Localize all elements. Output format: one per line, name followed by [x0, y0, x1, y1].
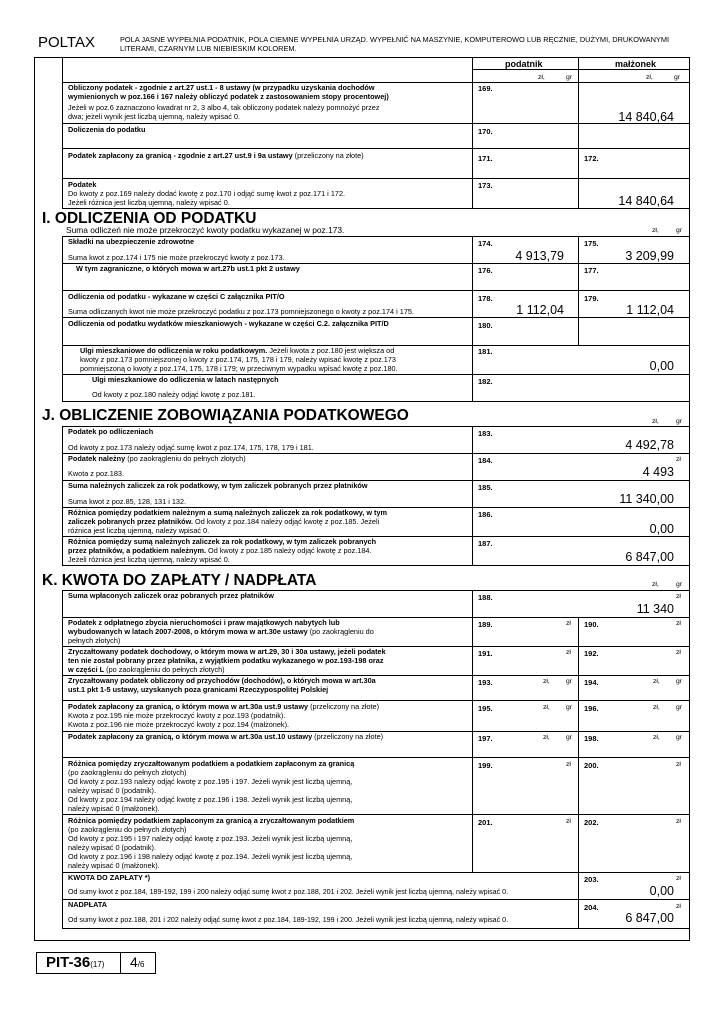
grid-hline — [62, 290, 689, 291]
grid-hline — [62, 426, 689, 427]
unit-zl: zł — [676, 818, 681, 825]
r169-label-1: Obliczony podatek - zgodnie z art.27 ust.1 - 8 ustawy (w przypadku uzyskania dochodów — [68, 83, 375, 92]
r178-note: Suma odliczanych kwot nie może przekroczyć podatku z poz.173 pomniejszonego o kwoty z poz.174 i 175. — [68, 307, 414, 316]
pos-193: 193. — [478, 678, 493, 687]
grid-hline — [472, 69, 689, 70]
r174-note: Suma kwot z poz.174 i 175 nie może przekroczyć kwoty z poz.173. — [68, 253, 285, 262]
pos-203: 203. — [584, 875, 599, 884]
r201-note-1: Od kwoty z poz.195 i 197 należy odjąć kwotę z poz.193. Jeżeli wynik jest liczbą ujemną, — [68, 834, 353, 843]
r195-label-1: Podatek zapłacony za granicą, o którym mowa w art.30a ust.9 ustawy (przeliczony na złote) — [68, 702, 380, 711]
r180-label: Odliczenia od podatku wydatków mieszkaniowych - wykazane w części C.2. załącznika PIT/D — [68, 319, 389, 328]
grid-vline — [578, 617, 579, 928]
pos-197: 197. — [478, 734, 493, 743]
pos-172: 172. — [584, 154, 599, 163]
field-175[interactable]: 3 209,99 — [625, 249, 674, 263]
r191-label-2: ten nie został pobrany przez płatnika, z wyjątkiem podatku wykazanego w poz.193-198 oraz — [68, 656, 384, 665]
grid-vline — [689, 57, 690, 941]
r203-note: Od sumy kwot z poz.184, 189-192, 199 i 200 należy odjąć sumę kwot z poz.188, 201 i 202. Jeżeli wynik jest liczbą ujemną, należy wpisać 0. — [68, 888, 509, 896]
r195-note-2: Kwota z poz.196 nie może przekroczyć kwoty z poz.194 (małżonek). — [68, 720, 290, 729]
r169-note-2: dwa; jeżeli wynik jest liczbą ujemną, należy wpisać 0. — [68, 112, 240, 121]
unit-zl: zł, — [652, 227, 659, 234]
pos-189: 189. — [478, 620, 493, 629]
pos-183: 183. — [478, 429, 493, 438]
unit-gr: gr — [676, 678, 683, 685]
unit-zl: zł, — [653, 734, 660, 741]
r181-label-1: Ulgi mieszkaniowe do odliczenia w roku podatkowym. Jeżeli kwota z poz.180 jest większa od — [80, 346, 395, 355]
r195-note-1: Kwota z poz.195 nie może przekroczyć kwoty z poz.193 (podatnik). — [68, 711, 286, 720]
pos-192: 192. — [584, 649, 599, 658]
grid-vline — [578, 236, 579, 345]
pos-194: 194. — [584, 678, 599, 687]
r201-note-4: należy wpisać 0 (małżonek). — [68, 861, 160, 870]
r186-note: różnica jest liczbą ujemną, należy wpisać 0. — [68, 526, 210, 535]
field-178[interactable]: 1 112,04 — [516, 303, 564, 317]
unit-gr: gr — [676, 227, 683, 234]
r185-note: Suma kwot z poz.85, 128, 131 i 132. — [68, 497, 187, 506]
field-186[interactable]: 0,00 — [649, 522, 674, 536]
field-181[interactable]: 0,00 — [649, 359, 674, 373]
pos-188: 188. — [478, 593, 493, 602]
r173-label: Podatek — [68, 180, 97, 189]
r199-label-1: Różnica pomiędzy zryczałtowanym podatkiem a podatkiem zapłaconym za granicą — [68, 759, 355, 768]
pos-184: 184. — [478, 456, 493, 465]
r183-label: Podatek po odliczeniach — [68, 427, 154, 436]
col-taxpayer: podatnik — [505, 59, 543, 69]
grid-vline — [472, 57, 473, 208]
r182-label: Ulgi mieszkaniowe do odliczenia w latach następnych — [92, 375, 279, 384]
r182-note: Od kwoty z poz.180 należy odjąć kwotę z poz.181. — [92, 390, 256, 399]
pos-202: 202. — [584, 818, 599, 827]
r170-label: Doliczenia do podatku — [68, 125, 146, 134]
pos-185: 185. — [478, 483, 493, 492]
unit-zl: zł, — [653, 678, 660, 685]
page-number: 4/6 — [130, 954, 145, 970]
unit-gr: gr — [676, 734, 683, 741]
grid-hline — [62, 565, 689, 566]
r185-label: Suma należnych zaliczek za rok podatkowy, w tym zaliczek pobranych przez płatników — [68, 481, 368, 490]
unit-zl: zł — [676, 875, 681, 882]
unit-zl: zł — [676, 761, 681, 768]
field-169-spouse[interactable]: 14 840,64 — [618, 110, 674, 124]
grid-hline — [62, 208, 689, 209]
grid-hline — [62, 148, 689, 149]
r191-label-3: w części L (po zaokrągleniu do pełnych złotych) — [68, 665, 225, 674]
r203-label: KWOTA DO ZAPŁATY *) — [68, 873, 151, 882]
r187-note: Jeżeli różnica jest liczbą ujemną, należy wpisać 0. — [68, 555, 230, 564]
r184-note: Kwota z poz.183. — [68, 469, 124, 478]
pos-169: 169. — [478, 84, 493, 93]
r204-note: Od sumy kwot z poz.188, 201 i 202 należy odjąć sumę kwot z poz.184, 189-192, 199 i 200. Jeżeli wynik jest liczbą ujemną, należy wpisać 0. — [68, 916, 509, 924]
pos-195: 195. — [478, 704, 493, 713]
pos-187: 187. — [478, 539, 493, 548]
pos-182: 182. — [478, 377, 493, 386]
unit-zl: zł — [676, 593, 681, 600]
pos-171: 171. — [478, 154, 493, 163]
r187-label-2: przez płatników, a podatkiem należnym. Od kwoty z poz.185 należy odjąć kwotę z poz.184. — [68, 546, 372, 555]
unit-gr: gr — [676, 581, 683, 588]
field-203[interactable]: 0,00 — [649, 884, 674, 898]
unit-gr: gr — [566, 74, 573, 81]
section-k-title: K. KWOTA DO ZAPŁATY / NADPŁATA — [42, 572, 317, 589]
r199-note-2: należy wpisać 0 (podatnik). — [68, 786, 157, 795]
pos-199: 199. — [478, 761, 493, 770]
unit-zl: zł, — [543, 734, 550, 741]
pos-170: 170. — [478, 127, 493, 136]
field-183[interactable]: 4 492,78 — [625, 438, 674, 452]
grid-vline — [62, 236, 63, 401]
r181-label-2: kwoty z poz.173 pomniejszonej o kwoty z poz.174, 175, 178 i 179, należy wpisać kwotę z poz.173 — [80, 355, 396, 364]
field-204[interactable]: 6 847,00 — [625, 911, 674, 925]
unit-zl: zł, — [646, 74, 653, 81]
r201-label-1: Różnica pomiędzy podatkiem zapłaconym za granicą a zryczałtowanym podatkiem — [68, 816, 355, 825]
pos-204: 204. — [584, 903, 599, 912]
pos-180: 180. — [478, 321, 493, 330]
form-id: PIT-36(17) — [46, 954, 105, 971]
r199-label-2: (po zaokrągleniu do pełnych złotych) — [68, 768, 187, 777]
r199-note-4: należy wpisać 0 (małżonek). — [68, 804, 160, 813]
r183-note: Od kwoty z poz.173 należy odjąć sumę kwot z poz.174, 175, 178, 179 i 181. — [68, 443, 314, 452]
unit-zl: zł — [566, 818, 571, 825]
pos-200: 200. — [584, 761, 599, 770]
field-174[interactable]: 4 913,79 — [515, 249, 564, 263]
grid-vline — [62, 57, 63, 208]
grid-hline — [62, 928, 689, 929]
r169-note-1: Jeżeli w poz.6 zaznaczono kwadrat nr 2, 3 albo 4, tak obliczony podatek należy pomnożyć przez — [68, 103, 380, 112]
grid-hline — [62, 757, 689, 758]
form-id-divider — [120, 952, 121, 974]
grid-hline — [62, 899, 689, 900]
r191-label-1: Zryczałtowany podatek dochodowy, o którym mowa w art.29, 30 i 30a ustawy, jeżeli podatek — [68, 647, 386, 656]
pos-176: 176. — [478, 266, 493, 275]
r188-label: Suma wpłaconych zaliczek oraz pobranych przez płatników — [68, 591, 274, 600]
pos-174: 174. — [478, 239, 493, 248]
unit-gr: gr — [566, 678, 573, 685]
r178-label: Odliczenia od podatku - wykazane w części C załącznika PIT/O — [68, 292, 285, 301]
field-184[interactable]: 4 493 — [642, 465, 674, 479]
unit-zl: zł, — [652, 418, 659, 425]
unit-gr: gr — [566, 734, 573, 741]
unit-zl: zł — [566, 761, 571, 768]
pos-196: 196. — [584, 704, 599, 713]
col-spouse: małżonek — [615, 59, 657, 69]
field-179[interactable]: 1 112,04 — [626, 303, 674, 317]
poltax-brand: POLTAX — [38, 34, 95, 51]
r181-label-3: pomniejszoną o kwoty z poz.174, 175, 178 i 179; w przeciwnym wypadku wpisać kwotę z poz.180. — [80, 364, 398, 373]
field-173-spouse[interactable]: 14 840,64 — [618, 194, 674, 208]
pos-177: 177. — [584, 266, 599, 275]
pos-198: 198. — [584, 734, 599, 743]
grid-vline — [62, 590, 63, 928]
r176-label: W tym zagraniczne, o których mowa w art.27b ust.1 pkt 2 ustawy — [76, 264, 300, 273]
r201-label-2: (po zaokrągleniu do pełnych złotych) — [68, 825, 187, 834]
r193-label-1: Zryczałtowany podatek obliczony od przychodów (dochodów), o których mowa w art.30a — [68, 676, 376, 685]
r197-label: Podatek zapłacony za granicą, o którym mowa w art.30a ust.10 ustawy (przeliczony na złote) — [68, 732, 384, 741]
field-187[interactable]: 6 847,00 — [625, 550, 674, 564]
r187-label-1: Różnica pomiędzy sumą należnych zaliczek za rok podatkowy, w tym zaliczek pobranych — [68, 537, 377, 546]
r189-label-3: pełnych złotych) — [68, 636, 121, 645]
unit-zl: zł — [676, 649, 681, 656]
r193-label-2: ust.1 pkt 1-5 ustawy, uzyskanych poza granicami Rzeczypospolitej Polskiej — [68, 685, 329, 694]
grid-vline — [578, 57, 579, 208]
r201-note-2: należy wpisać 0 (podatnik). — [68, 843, 157, 852]
r174-label: Składki na ubezpieczenie zdrowotne — [68, 237, 195, 246]
r171-label: Podatek zapłacony za granicą - zgodnie z art.27 ust.9 i 9a ustawy (przeliczony na złote) — [68, 151, 364, 160]
section-j-title: J. OBLICZENIE ZOBOWIĄZANIA PODATKOWEGO — [42, 407, 409, 424]
grid-hline — [62, 872, 689, 873]
r186-label-2: zaliczek pobranych przez płatników. Od kwoty z poz.184 należy odjąć kwotę z poz.185. Jeżeli — [68, 517, 380, 526]
r173-note-2: Jeżeli różnica jest liczbą ujemną, należy wpisać 0. — [68, 198, 230, 207]
unit-zl: zł — [676, 620, 681, 627]
r184-label: Podatek należny (po zaokrągleniu do pełnych złotych) — [68, 454, 246, 463]
r173-note-1: Do kwoty z poz.169 należy dodać kwotę z poz.170 i odjąć sumę kwot z poz.171 i 172. — [68, 189, 346, 198]
grid-vline — [472, 82, 473, 83]
r201-note-3: Od kwoty z poz.196 i 198 należy odjąć kwotę z poz.194. Jeżeli wynik jest liczbą ujemną, — [68, 852, 353, 861]
r186-label-1: Różnica pomiędzy podatkiem należnym a sumą należnych zaliczek za rok podatkowy, w tym — [68, 508, 387, 517]
grid-hline — [62, 317, 689, 318]
pos-178: 178. — [478, 294, 493, 303]
pos-190: 190. — [584, 620, 599, 629]
r199-note-3: Od kwoty z poz.194 należy odjąć kwotę z poz.196 i 198. Jeżeli wynik jest liczbą ujemną, — [68, 795, 353, 804]
pos-175: 175. — [584, 239, 599, 248]
grid-vline — [62, 426, 63, 565]
unit-gr: gr — [676, 418, 683, 425]
fill-instructions: POLA JASNE WYPEŁNIA PODATNIK, POLA CIEMNE WYPEŁNIA URZĄD. WYPEŁNIĆ NA MASZYNIE, KOMPUTEROWO LUB RĘCZNIE, DUŻYMI, DRUKOWANYMI LITERAMI, CZARNYM LUB NIEBIESKIM KOLOREM. — [120, 35, 670, 53]
r189-label-1: Podatek z odpłatnego zbycia nieruchomości i praw majątkowych nabytych lub — [68, 618, 340, 627]
unit-gr: gr — [566, 704, 573, 711]
unit-zl: zł, — [543, 678, 550, 685]
r204-label: NADPŁATA — [68, 900, 108, 909]
field-185[interactable]: 11 340,00 — [619, 492, 674, 506]
pos-201: 201. — [478, 818, 493, 827]
section-i-title: I. ODLICZENIA OD PODATKU — [42, 210, 257, 227]
grid-hline — [62, 814, 689, 815]
unit-zl: zł — [676, 903, 681, 910]
pos-186: 186. — [478, 510, 493, 519]
r169-label-2: wymienionych w poz.166 i 167 należy obliczyć podatek z zastosowaniem stopy procentowej) — [68, 92, 389, 101]
pos-179: 179. — [584, 294, 599, 303]
field-188[interactable]: 11 340 — [636, 602, 674, 616]
pos-173: 173. — [478, 181, 493, 190]
unit-zl: zł — [566, 620, 571, 627]
unit-zl: zł — [676, 456, 681, 463]
unit-zl: zł, — [653, 704, 660, 711]
r199-note-1: Od kwoty z poz.193 należy odjąć kwotę z poz.195 i 197. Jeżeli wynik jest liczbą ujemną, — [68, 777, 353, 786]
pos-181: 181. — [478, 347, 493, 356]
grid-vline — [472, 590, 473, 872]
unit-zl: zł, — [538, 74, 545, 81]
section-i-subtitle: Suma odliczeń nie może przekroczyć kwoty podatku wykazanej w poz.173. — [66, 225, 345, 235]
grid-hline — [62, 700, 689, 701]
grid-vline — [472, 426, 473, 565]
unit-zl: zł — [566, 649, 571, 656]
r189-label-2: wybudowanych w latach 2007-2008, o którym mowa w art.30e ustawy (po zaokrągleniu do — [68, 627, 374, 636]
unit-zl: zł, — [543, 704, 550, 711]
grid-hline — [62, 178, 689, 179]
pos-191: 191. — [478, 649, 493, 658]
unit-gr: gr — [674, 74, 681, 81]
grid-hline — [62, 401, 689, 402]
unit-gr: gr — [676, 704, 683, 711]
unit-zl: zł, — [652, 581, 659, 588]
